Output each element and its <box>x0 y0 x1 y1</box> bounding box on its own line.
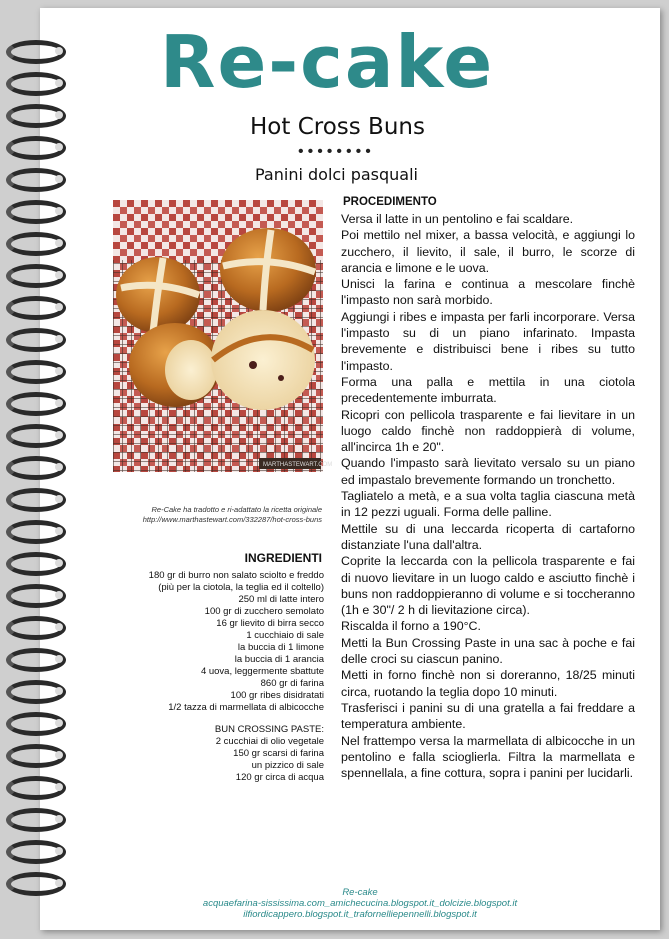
procedure-step: Metti la Bun Crossing Paste in una sac à poche e fai delle croci su ciascun panino. <box>341 635 635 667</box>
binding-ring <box>6 808 66 832</box>
binding-ring <box>6 264 66 288</box>
ingredient-item: 1 cucchiaio di sale <box>246 630 324 641</box>
binding-ring <box>6 616 66 640</box>
binding-ring <box>6 40 66 64</box>
binding-ring <box>6 712 66 736</box>
ingredient-item: la buccia di 1 arancia <box>234 654 324 665</box>
binding-ring <box>6 72 66 96</box>
binding-ring <box>6 136 66 160</box>
binding-ring <box>6 584 66 608</box>
binding-ring <box>6 744 66 768</box>
binding-ring <box>6 680 66 704</box>
ingredient-item: 100 gr ribes disidratati <box>230 690 324 701</box>
ingredients-heading: INGREDIENTI <box>244 551 322 565</box>
procedure-step: Trasferisci i panini su di una gratella a fai freddare a temperatura ambiente. <box>341 700 635 732</box>
credit-url[interactable]: http://www.marthastewart.com/332287/hot-cross-buns <box>142 515 322 524</box>
procedure-step: Unisci la farina e continua a mescolare finchè l'impasto non sarà morbido. <box>341 277 635 308</box>
procedure-step: Metti in forno finchè non si doreranno, 18/25 minuti circa, ruotando la teglia dopo 10 minuti. <box>341 668 635 699</box>
ingredient-item: 860 gr di farina <box>260 678 324 689</box>
procedure-step: Quando l'impasto sarà lievitato versalo su un piano ed impastalo brevemente formando un tronchetto. <box>341 456 635 487</box>
binding-ring <box>6 200 66 224</box>
binding-ring <box>6 520 66 544</box>
binding-ring <box>6 392 66 416</box>
binding-ring <box>6 360 66 384</box>
procedure-step: Forma una palla e mettila in una ciotola precedentemente imburrata. <box>341 374 635 406</box>
procedure-step: Ricopri con pellicola trasparente e fai lievitare in un luogo caldo finchè non raddoppierà di volume, all'incirca 1h e 20". <box>341 407 635 455</box>
procedure-step: Poi mettilo nel mixer, a bassa velocità, e aggiungi lo zucchero, il lievito, il sale, il burro, le scorze di arancia e limone e le uova. <box>341 228 635 275</box>
binding-ring <box>6 168 66 192</box>
photo-watermark: MARTHASTEWART.COM <box>263 462 333 468</box>
binding-ring <box>6 296 66 320</box>
binding-ring <box>6 488 66 512</box>
procedure-step: Nel frattempo versa la marmellata di albicocche in un pentolino e falla scioglierla. Filtra la marmellata e spennellala, a fine cottura, sopra i panini per lucidarli. <box>341 733 635 781</box>
ingredient-item: 1/2 tazza di marmellata di albicocche <box>168 702 324 713</box>
binding-ring <box>6 424 66 448</box>
ingredient-item: 100 gr di zucchero semolato <box>204 606 324 617</box>
ingredient-item: 180 gr di burro non salato sciolto e freddo <box>148 570 324 581</box>
title-separator: •••••••• <box>298 143 375 160</box>
procedure-heading: PROCEDIMENTO <box>343 196 437 208</box>
binding-ring <box>6 552 66 576</box>
bcp-item: 120 gr circa di acqua <box>235 772 324 783</box>
footer <box>120 887 600 920</box>
buns-photo-image <box>113 200 333 472</box>
procedure-step: Versa il latte in un pentolino e fai scaldare. <box>341 212 574 226</box>
ingredient-item: 250 ml di latte intero <box>238 594 324 605</box>
recipe-subtitle: Panini dolci pasquali <box>255 165 418 184</box>
credit-line: Re-Cake ha tradotto e ri-adattato la ricetta originale <box>151 505 322 514</box>
binding-ring <box>6 456 66 480</box>
procedure-step: Coprite la leccarda con la pellicola trasparente e fai di nuovo lievitare in un luogo caldo e asciutto finchè i buns non raddoppieranno di volume e si toccheranno (1h e 30"/ 2 h di lievitazione circa). <box>341 554 635 618</box>
brand-logo: Re-cake <box>160 20 495 104</box>
ingredient-item: la buccia di 1 limone <box>237 642 324 653</box>
binding-ring <box>6 872 66 896</box>
buns-photo <box>113 200 333 472</box>
footer-links[interactable]: acquaefarina-sississima.com_amichecucina.blogspot.it_dolcizie.blogspot.it <box>202 898 518 909</box>
binding-ring <box>6 104 66 128</box>
bcp-heading: BUN CROSSING PASTE: <box>214 724 324 735</box>
binding-ring <box>6 840 66 864</box>
photo-credit <box>100 505 322 525</box>
procedure-step: Aggiungi i ribes e impasta per farli incorporare. Versa l'impasto su di un piano infarinato. Impasta brevemente e distribuisci bene i ribes su tutto l'impasto. <box>341 309 635 373</box>
binding-ring <box>6 328 66 352</box>
ingredient-item: 16 gr lievito di birra secco <box>216 618 324 629</box>
procedure-step: Mettile su di una leccarda ricoperta di cartaforno distanziate l'una dall'altra. <box>341 521 635 552</box>
procedure-step: Tagliatelo a metà, e a sua volta taglia ciascuna metà in 12 pezzi uguali. Forma delle palline. <box>341 489 635 520</box>
footer-brand: Re-cake <box>342 887 378 898</box>
bcp-item: 150 gr scarsi di farina <box>233 748 324 759</box>
footer-links[interactable]: ilfiordicappero.blogspot.it_trafornelliepennelli.blogspot.it <box>243 909 477 920</box>
recipe-title: Hot Cross Buns <box>250 114 425 140</box>
binding-ring <box>6 232 66 256</box>
bcp-item: 2 cucchiai di olio vegetale <box>215 736 324 747</box>
procedure-step: Riscalda il forno a 190°C. <box>341 619 481 634</box>
procedure-text <box>341 211 635 781</box>
binding-ring <box>6 648 66 672</box>
ingredients-list <box>120 570 324 784</box>
ingredient-item: (più per la ciotola, la teglia ed il coltello) <box>158 582 324 593</box>
binding-ring <box>6 776 66 800</box>
bcp-item: un pizzico di sale <box>251 760 324 771</box>
ingredient-item: 4 uova, leggermente sbattute <box>200 666 324 677</box>
